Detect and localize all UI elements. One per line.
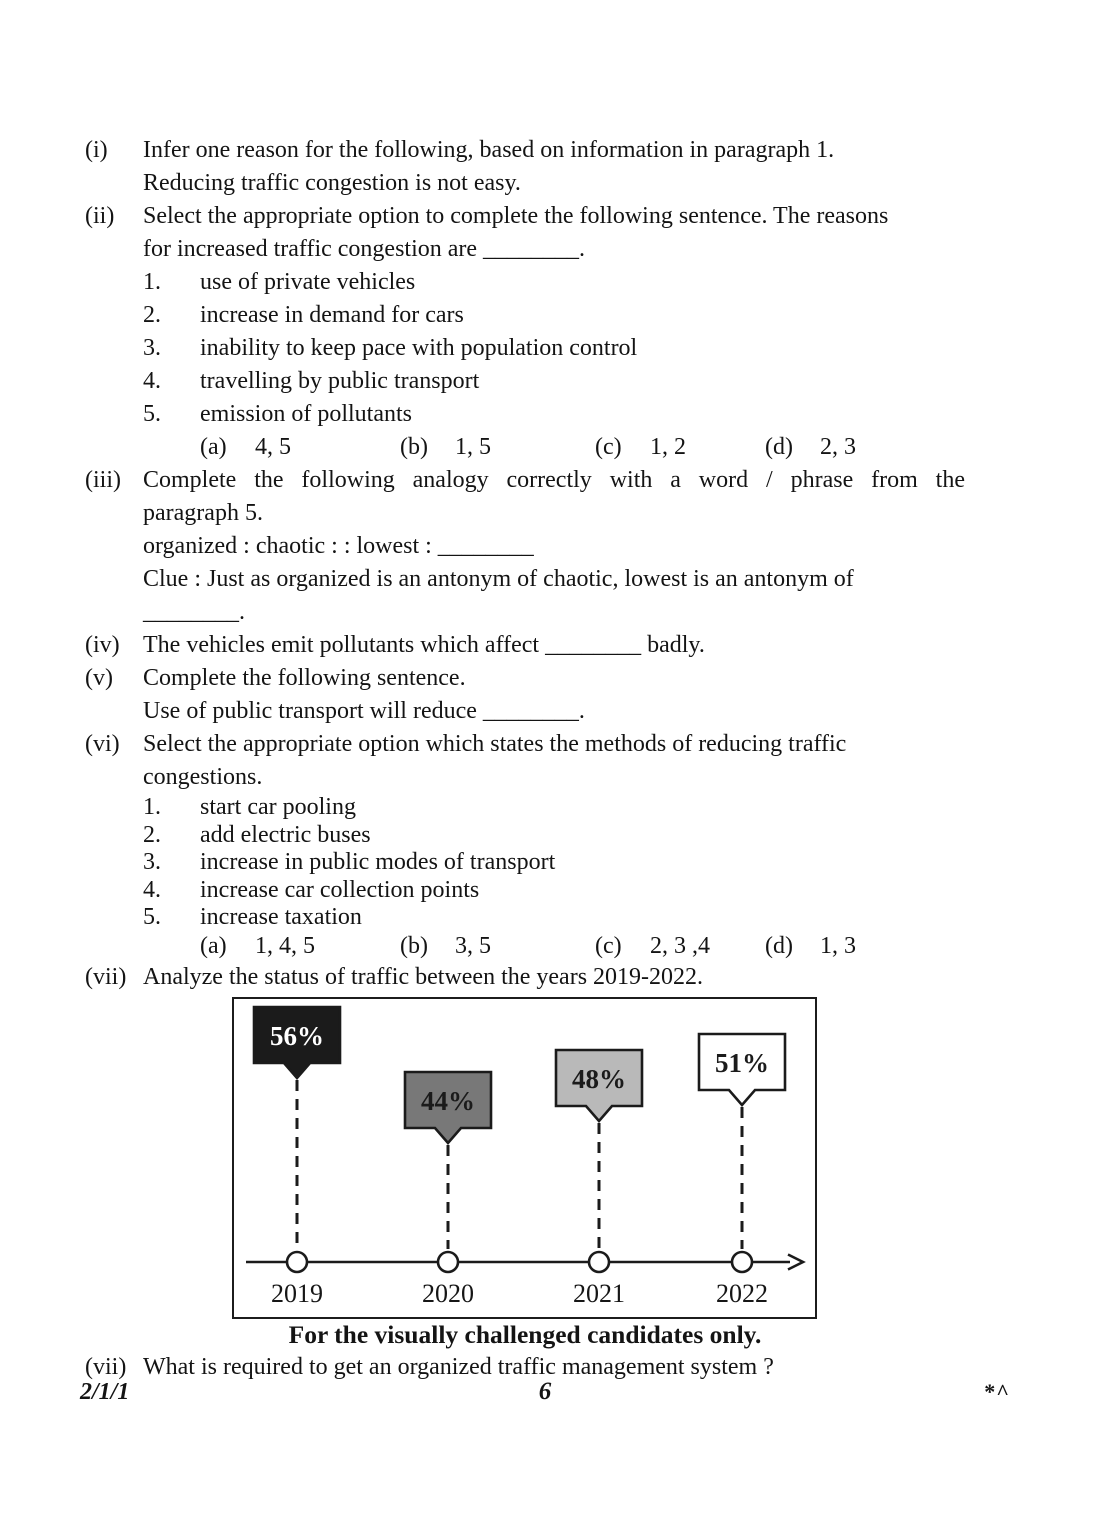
list-item-text: use of private vehicles bbox=[200, 269, 416, 295]
mcq-option-d bbox=[765, 431, 856, 464]
timeline-marker-2020 bbox=[438, 1252, 458, 1272]
option-value: 2, 3 bbox=[820, 434, 856, 460]
list-item-text: emission of pollutants bbox=[200, 401, 412, 427]
vc-candidates-heading: For the visually challenged candidates only. bbox=[288, 1319, 762, 1349]
timeline-marker-2019 bbox=[287, 1252, 307, 1272]
balloon-value-2020: 44% bbox=[421, 1085, 475, 1116]
list-item-number: 1. bbox=[143, 794, 161, 820]
question-text-line: Analyze the status of traffic between the years 2019-2022. bbox=[143, 963, 704, 990]
question-text-line: Complete the following analogy correctly with a word / phrase from the bbox=[143, 467, 965, 493]
balloon-value-2022: 51% bbox=[715, 1047, 769, 1078]
list-item-text: inability to keep pace with population control bbox=[200, 335, 638, 361]
list-item-number: 3. bbox=[143, 849, 161, 875]
question-vi bbox=[85, 728, 965, 961]
list-item-text: increase in demand for cars bbox=[200, 302, 464, 328]
mcq-option-a bbox=[200, 431, 400, 464]
balloon-value-2021: 48% bbox=[572, 1063, 626, 1094]
list-item bbox=[143, 849, 965, 877]
option-value: 1, 4, 5 bbox=[255, 932, 315, 959]
mcq-option-c bbox=[595, 431, 765, 464]
question-number: (vii) bbox=[85, 1353, 127, 1380]
question-text-line: Select the appropriate option to complete the following sentence. The reasons bbox=[143, 203, 889, 229]
question-number: (i) bbox=[85, 137, 108, 163]
axis-arrowhead bbox=[788, 1254, 803, 1269]
numbered-list bbox=[143, 794, 965, 932]
option-value: 2, 3 ,4 bbox=[650, 932, 710, 959]
question-text-line: Use of public transport will reduce ________. bbox=[143, 698, 585, 724]
question-text-line: congestions. bbox=[143, 764, 263, 790]
question-iv bbox=[85, 629, 965, 662]
option-label: (c) bbox=[595, 932, 622, 959]
question-i bbox=[85, 134, 965, 200]
list-item-number: 4. bbox=[143, 368, 161, 394]
analogy-line: organized : chaotic : : lowest : ________ bbox=[143, 533, 534, 559]
option-label: (d) bbox=[765, 434, 793, 460]
page-number: 6 bbox=[538, 1378, 552, 1405]
mcq-option-d bbox=[765, 932, 856, 961]
list-item bbox=[143, 299, 965, 332]
question-number: (iii) bbox=[85, 467, 121, 493]
traffic-status-figure bbox=[232, 997, 817, 1319]
list-item-number: 3. bbox=[143, 335, 161, 361]
mcq-option-b bbox=[400, 932, 595, 961]
option-label: (c) bbox=[595, 434, 622, 460]
question-iii bbox=[85, 464, 965, 629]
list-item-text: travelling by public transport bbox=[200, 368, 480, 394]
option-label: (d) bbox=[765, 932, 793, 959]
numbered-list bbox=[143, 266, 965, 431]
paper-code: 2/1/1 bbox=[80, 1379, 130, 1405]
list-item-number: 2. bbox=[143, 821, 161, 848]
footer-mark: *^ bbox=[984, 1379, 1010, 1404]
question-number: (iv) bbox=[85, 632, 120, 658]
blank-line: ________. bbox=[143, 599, 245, 625]
list-item-number: 2. bbox=[143, 302, 161, 328]
list-item-number: 5. bbox=[143, 904, 161, 930]
question-ii bbox=[85, 200, 965, 464]
year-label-2022: 2022 bbox=[716, 1278, 768, 1308]
year-label-2020: 2020 bbox=[422, 1278, 474, 1308]
list-item-text: start car pooling bbox=[200, 794, 356, 820]
list-item bbox=[143, 332, 965, 365]
year-label-2019: 2019 bbox=[271, 1278, 323, 1308]
question-text-line: Infer one reason for the following, based on information in paragraph 1. bbox=[143, 137, 835, 163]
question-number: (v) bbox=[85, 665, 113, 691]
clue-line: Clue : Just as organized is an antonym of chaotic, lowest is an antonym of bbox=[143, 566, 854, 592]
mcq-option-c bbox=[595, 932, 765, 961]
list-item bbox=[143, 398, 965, 431]
question-number: (vii) bbox=[85, 963, 127, 990]
balloon-value-2019: 56% bbox=[270, 1020, 324, 1051]
year-label-2021: 2021 bbox=[573, 1278, 625, 1308]
traffic-timeline-chart bbox=[234, 999, 815, 1315]
question-number: (vi) bbox=[85, 731, 120, 757]
mcq-option-b bbox=[400, 431, 595, 464]
mcq-options-row bbox=[143, 932, 965, 961]
option-value: 4, 5 bbox=[255, 434, 291, 460]
list-item-text: increase in public modes of transport bbox=[200, 849, 556, 875]
list-item bbox=[143, 877, 965, 905]
list-item-number: 5. bbox=[143, 401, 161, 427]
question-text-line: for increased traffic congestion are ________. bbox=[143, 236, 586, 262]
list-item-text: increase car collection points bbox=[200, 876, 480, 903]
option-label: (b) bbox=[400, 434, 428, 460]
mcq-option-a bbox=[200, 932, 400, 961]
option-value: 1, 5 bbox=[455, 434, 491, 460]
question-text-line: Select the appropriate option which states the methods of reducing traffic bbox=[143, 731, 847, 757]
list-item-number: 4. bbox=[143, 876, 161, 903]
list-item bbox=[143, 904, 965, 932]
list-item-number: 1. bbox=[143, 269, 161, 295]
question-vii bbox=[85, 961, 965, 994]
list-item bbox=[143, 822, 965, 850]
option-value: 1, 2 bbox=[650, 434, 686, 460]
option-label: (a) bbox=[200, 932, 227, 959]
list-item bbox=[143, 365, 965, 398]
list-item-text: add electric buses bbox=[200, 821, 371, 848]
page-footer bbox=[0, 1378, 1105, 1406]
list-item-text: increase taxation bbox=[200, 904, 362, 930]
question-v bbox=[85, 662, 965, 728]
question-text-line: Complete the following sentence. bbox=[143, 665, 466, 691]
question-text-line: Reducing traffic congestion is not easy. bbox=[143, 170, 521, 196]
option-value: 3, 5 bbox=[455, 932, 491, 959]
timeline-marker-2022 bbox=[732, 1252, 752, 1272]
list-item bbox=[143, 794, 965, 822]
question-text-line: What is required to get an organized traffic management system ? bbox=[143, 1353, 774, 1380]
mcq-options-row bbox=[143, 431, 965, 464]
option-value: 1, 3 bbox=[820, 932, 856, 959]
question-number: (ii) bbox=[85, 203, 115, 229]
option-label: (a) bbox=[200, 434, 227, 460]
list-item bbox=[143, 266, 965, 299]
timeline-marker-2021 bbox=[589, 1252, 609, 1272]
question-text-line: paragraph 5. bbox=[143, 500, 263, 526]
option-label: (b) bbox=[400, 932, 428, 959]
question-text-line: The vehicles emit pollutants which affect ________ badly. bbox=[143, 632, 705, 658]
